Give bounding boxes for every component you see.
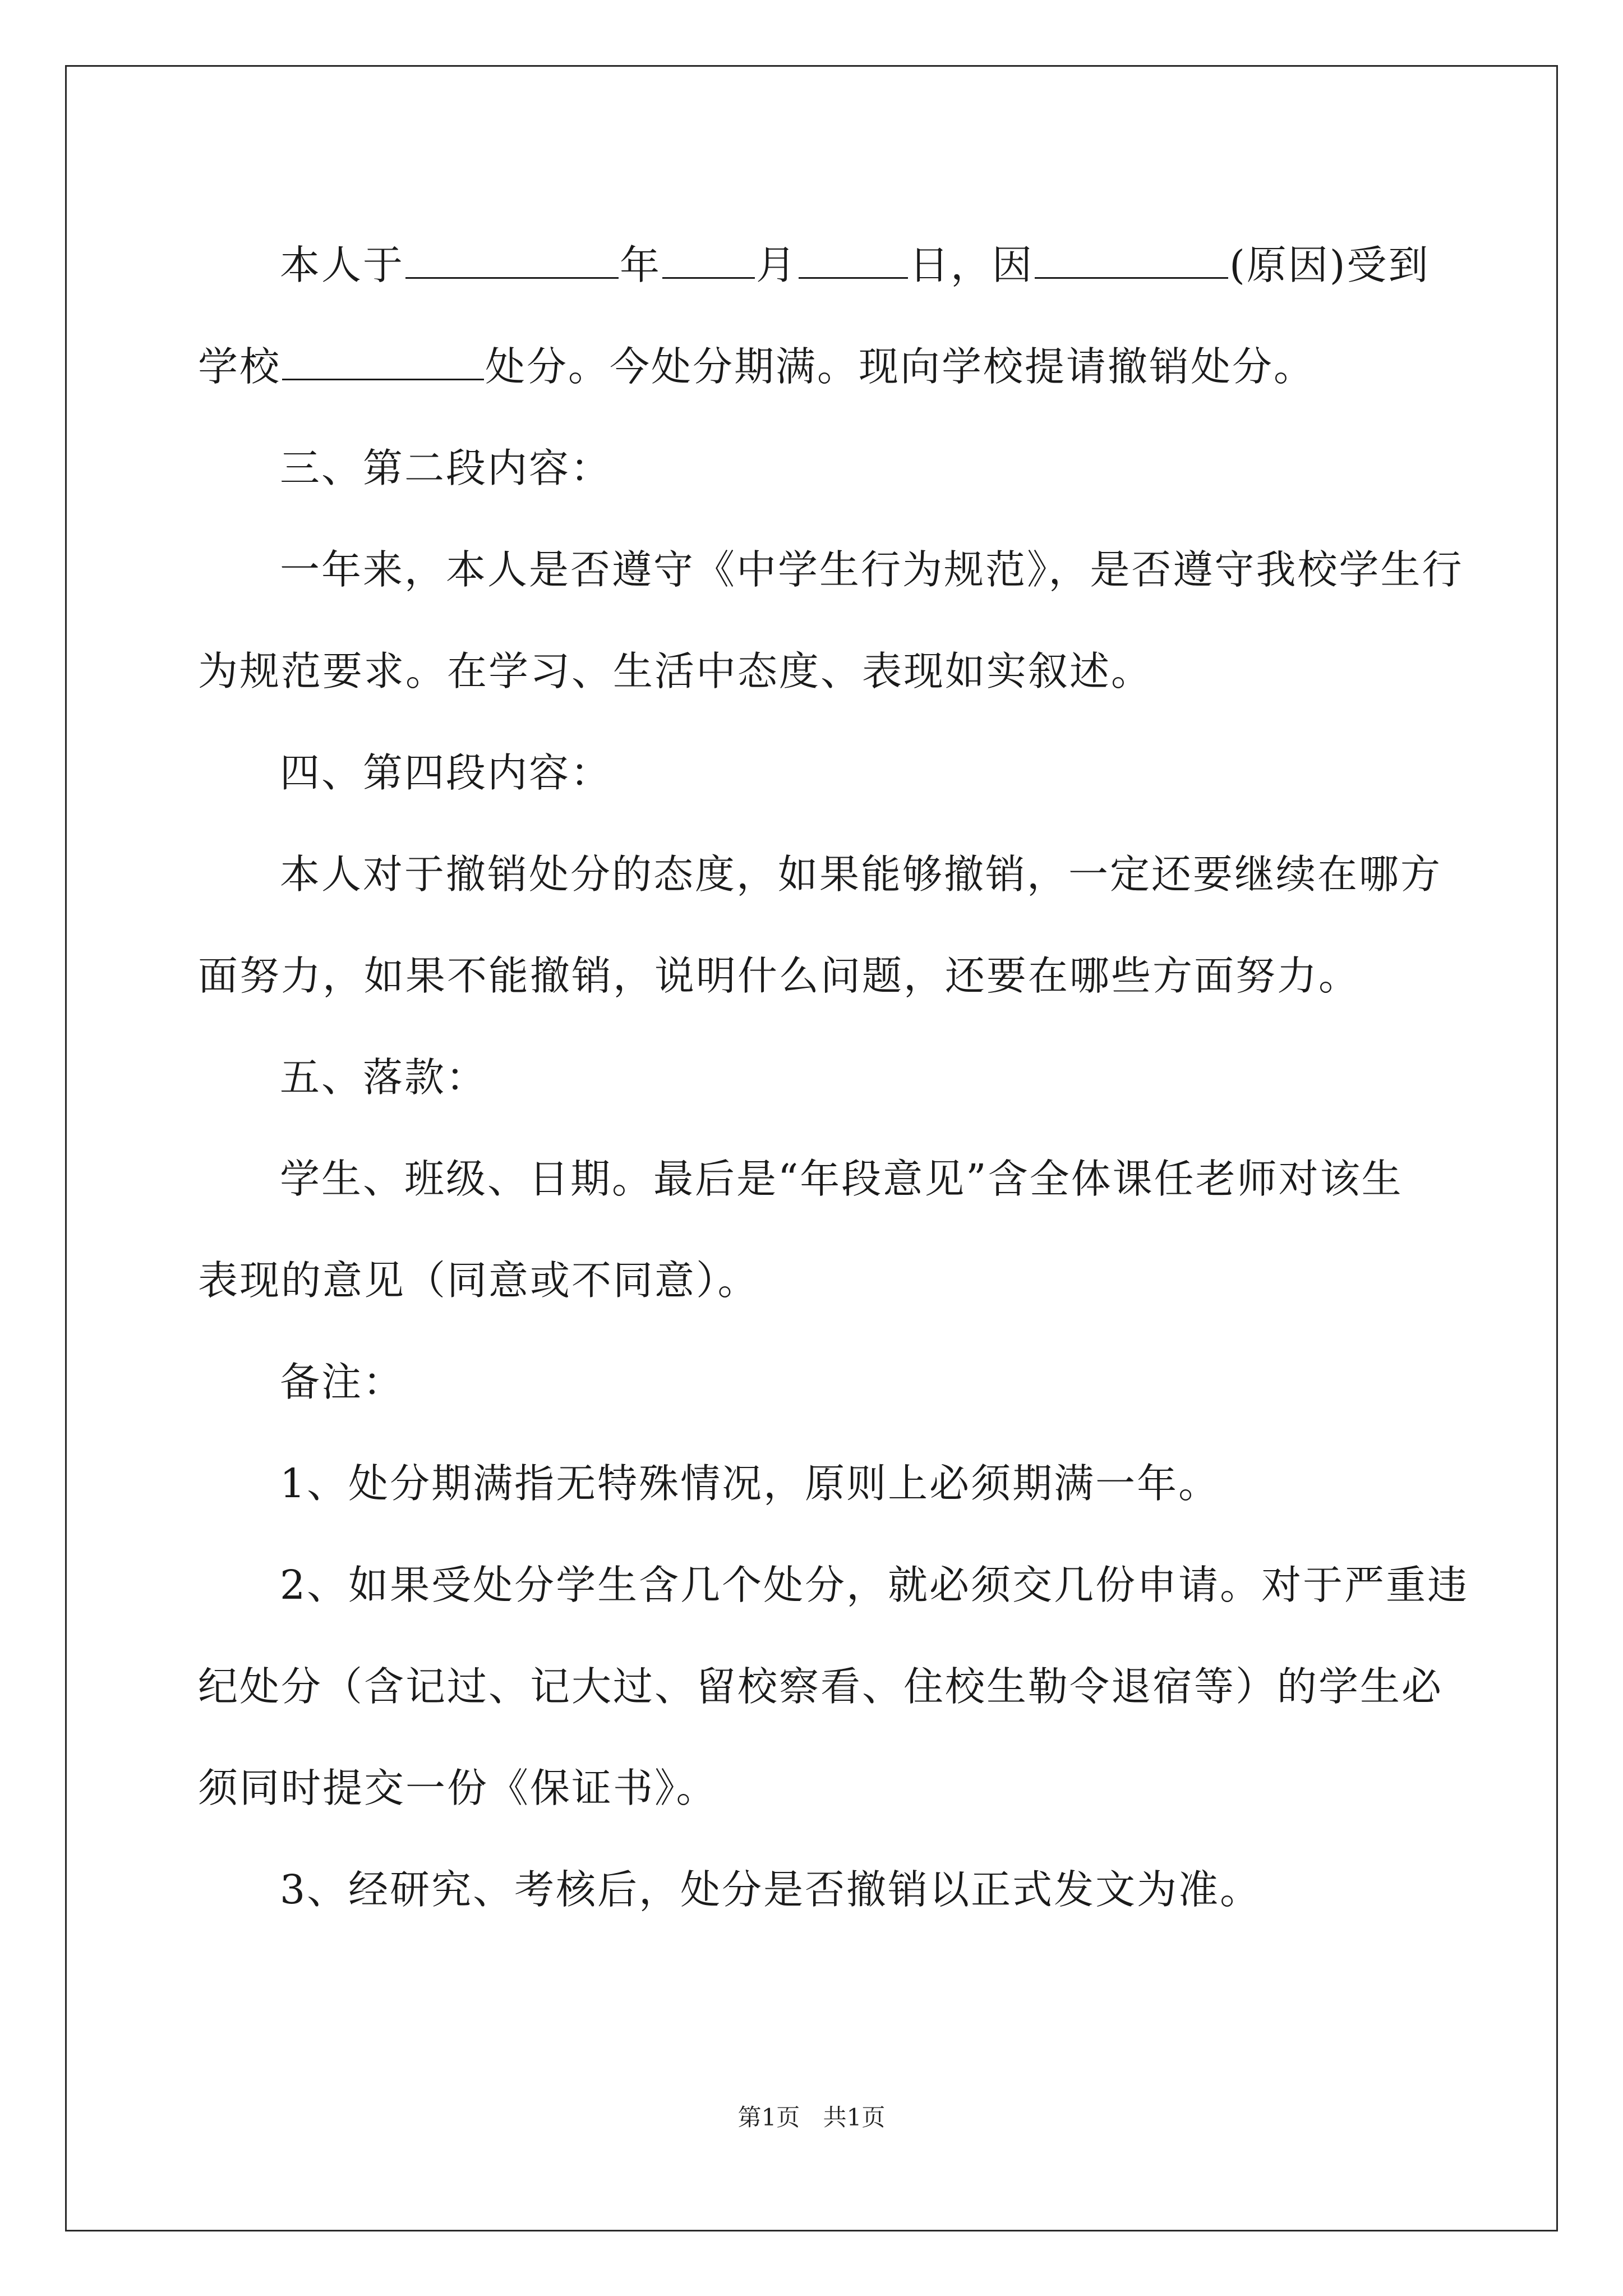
paragraph-text: 月 [756, 242, 798, 288]
page-total: 共1页 [823, 2104, 886, 2131]
paragraph-text: 年 [620, 242, 662, 288]
fill-in-blank [799, 245, 908, 279]
paragraph-line [198, 214, 1430, 316]
document-body [198, 214, 1469, 1940]
fill-in-blank [662, 245, 755, 279]
paragraph-line [198, 316, 1426, 417]
paragraph-line: 2、如果受处分学生含几个处分，就必须交几份申请。对于严重违 [280, 1562, 1469, 1608]
paragraph-text: 学校 [198, 343, 282, 390]
paragraph-line: 表现的意见（同意或不同意）。 [198, 1257, 759, 1304]
paragraph-line: 学生、班级、日期。最后是“年段意见”含全体课任老师对该生 [280, 1156, 1403, 1202]
page-number: 第1页 [737, 2104, 800, 2131]
paragraph-line: 面努力，如果不能撤销，说明什么问题，还要在哪些方面努力。 [198, 953, 1361, 999]
paragraph-text: 本人于 [280, 242, 405, 288]
paragraph-line: 四、第四段内容： [280, 749, 612, 796]
paragraph-line: 1、处分期满指无特殊情况，原则上必须期满一年。 [280, 1460, 1220, 1507]
paragraph-line: 一年来，本人是否遵守《中学生行为规范》，是否遵守我校学生行 [280, 546, 1464, 593]
paragraph-line: 五、落款： [280, 1054, 488, 1101]
paragraph-line: 纪处分（含记过、记大过、留校察看、住校生勒令退宿等）的学生必 [198, 1663, 1444, 1710]
paragraph-line: 备注： [280, 1359, 405, 1405]
fill-in-blank [1035, 245, 1228, 279]
fill-in-blank [405, 245, 619, 279]
paragraph-text: 日，因 [909, 242, 1034, 288]
paragraph-line: 为规范要求。在学习、生活中态度、表现如实叙述。 [198, 648, 1153, 694]
paragraph-line: 须同时提交一份《保证书》。 [198, 1765, 718, 1811]
paragraph-line: 3、经研究、考核后，处分是否撤销以正式发文为准。 [280, 1866, 1262, 1913]
fill-in-blank [282, 346, 484, 380]
paragraph-text: (原因)受到 [1229, 242, 1430, 288]
paragraph-line: 本人对于撤销处分的态度，如果能够撤销，一定还要继续在哪方 [280, 851, 1442, 898]
paragraph-text: 处分。今处分期满。现向学校提请撤销处分。 [485, 343, 1316, 390]
page-footer [0, 2099, 1623, 2133]
paragraph-line: 三、第二段内容： [280, 445, 612, 491]
